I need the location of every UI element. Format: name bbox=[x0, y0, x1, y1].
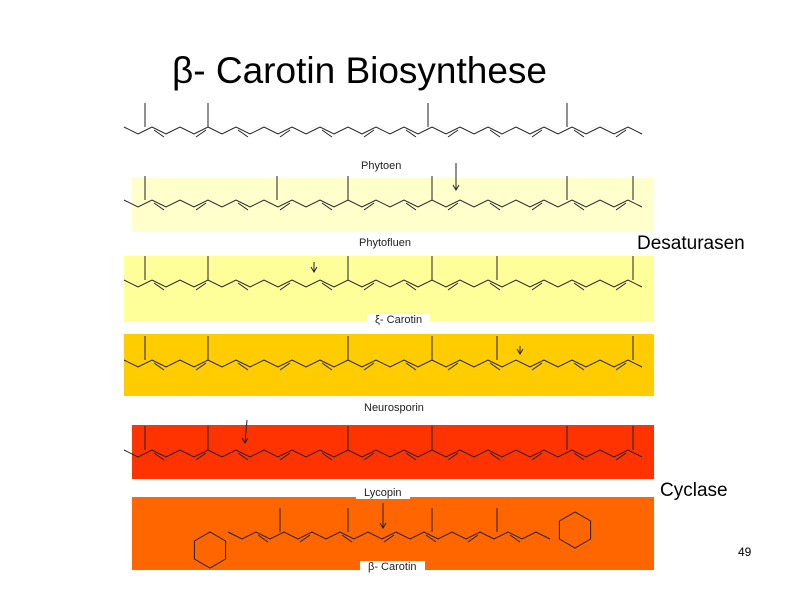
label-beta-carotin: β- Carotin bbox=[360, 561, 425, 573]
label-phytoen: Phytoen bbox=[361, 160, 402, 172]
neurosporin-structure bbox=[124, 336, 642, 370]
phytofluen-structure bbox=[124, 176, 642, 210]
ionone-ring-1 bbox=[194, 532, 225, 568]
label-neurosporin: Neurosporin bbox=[364, 402, 424, 414]
enzyme-desaturasen: Desaturasen bbox=[637, 233, 745, 254]
label-phytofluen: Phytofluen bbox=[359, 237, 411, 249]
enzyme-cyclase: Cyclase bbox=[660, 480, 728, 501]
zeta-carotin-structure bbox=[124, 256, 642, 290]
label-zeta-carotin: ξ- Carotin bbox=[367, 314, 430, 326]
slide-title: β- Carotin Biosynthese bbox=[172, 50, 548, 91]
label-lycopin: Lycopin bbox=[356, 487, 410, 499]
beta-carotin-structure bbox=[228, 508, 550, 542]
ionone-ring-2 bbox=[559, 512, 590, 548]
page-number: 49 bbox=[738, 545, 752, 559]
phytoen-structure bbox=[124, 103, 642, 137]
lycopin-structure bbox=[124, 426, 642, 460]
